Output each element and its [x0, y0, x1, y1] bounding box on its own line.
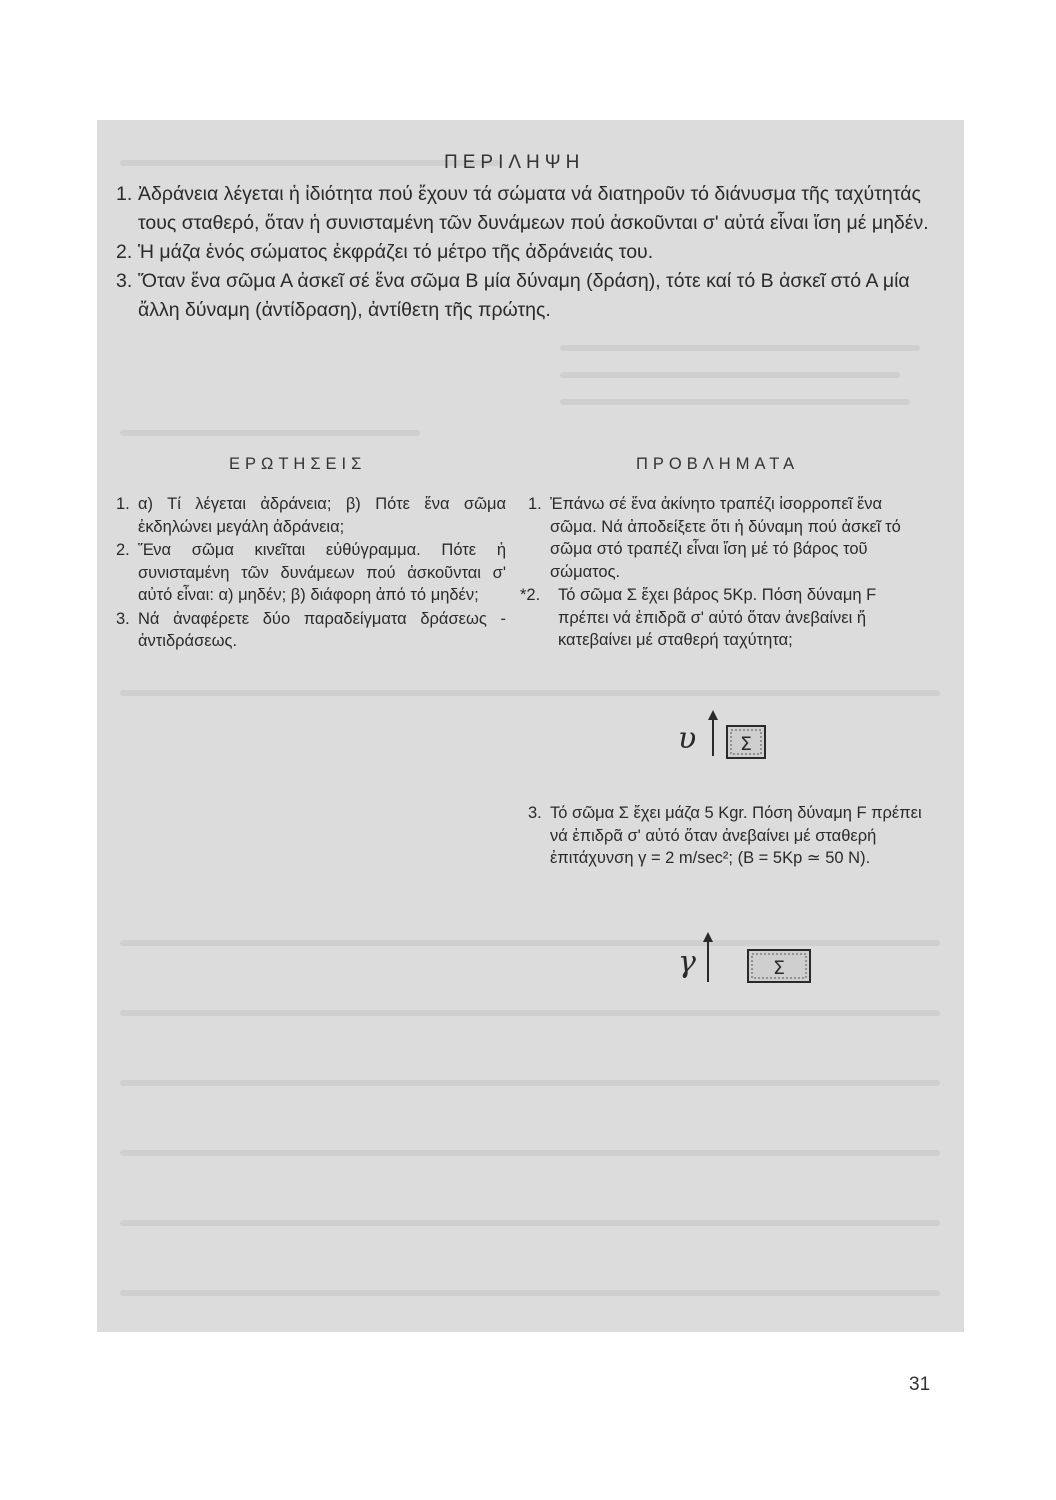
item-text: Τό σῶμα Σ ἔχει βάρος 5Kp. Πόση δύναμη F πρέπει νά ἐπιδρᾶ σ' αὐτό ὅταν ἀνεβαίνει ἤ κατεβαίνει μέ σταθερή ταχύτητα; [558, 586, 877, 649]
body-sigma-box [748, 950, 810, 982]
item-text: Τό σῶμα Σ ἔχει μάζα 5 Kgr. Πόση δύναμη F πρέπει νά ἐπιδρᾶ σ' αὐτό ὅταν ἀνεβαίνει μέ σταθερή ἐπιτάχυνση γ = 2 m/sec²; (Β = 5Kp ≃ 50 N). [550, 804, 922, 867]
problems-list-bottom [528, 802, 928, 871]
item-text: Ὅταν ἕνα σῶμα Α ἀσκεῖ σέ ἕνα σῶμα Β μία δύναμη (δράση), τότε καί τό Β ἀσκεῖ στό Α μία ἄλλη δύναμη (ἀντίδραση), ἀντίθετη τῆς πρώτης. [138, 270, 910, 321]
questions-list [116, 493, 506, 654]
summary-item [116, 238, 936, 267]
velocity-figure [672, 708, 802, 770]
acceleration-symbol: γ [678, 945, 696, 980]
item-number: 3. [528, 804, 542, 822]
velocity-symbol: υ [678, 721, 697, 756]
show-through-line [120, 690, 940, 696]
up-arrow-icon [703, 932, 713, 982]
question-item [116, 493, 506, 538]
show-through-line [120, 1290, 940, 1296]
problem-item [528, 493, 928, 583]
problems-list-top [520, 493, 928, 653]
item-text: Ἐπάνω σέ ἕνα ἀκίνητο τραπέζι ἰσορροπεῖ ἕνα σῶμα. Νά ἀποδείξετε ὅτι ἡ δύναμη πού ἀσκεῖ τό σῶμα στό τραπέζι εἶναι ἴση μέ τό βάρος τοῦ σώματος. [550, 495, 901, 581]
item-number: *2. [520, 586, 541, 604]
page-number: 31 [909, 1374, 931, 1395]
item-number: 2. [116, 241, 133, 263]
show-through-line [120, 1010, 940, 1016]
item-text: Ἡ μάζα ἑνός σώματος ἐκφράζει τό μέτρο τῆς ἀδράνειάς του. [138, 241, 654, 263]
item-number: 1. [116, 495, 130, 513]
item-number: 1. [528, 495, 542, 513]
question-item [116, 539, 506, 607]
show-through-line [560, 372, 900, 378]
item-number: 3. [116, 270, 133, 292]
show-through-line [120, 430, 420, 436]
show-through-line [560, 345, 920, 351]
body-sigma-box [727, 726, 765, 758]
acceleration-figure [672, 928, 822, 992]
show-through-line [120, 160, 500, 166]
item-text: Νά ἀναφέρετε δύο παραδείγματα δράσεως - ἀντιδράσεως. [138, 609, 506, 650]
show-through-line [120, 1150, 940, 1156]
item-number: 1. [116, 183, 133, 205]
summary-item [116, 180, 936, 238]
show-through-line [120, 1080, 940, 1086]
problems-heading: ΠΡΟΒΛΗΜΑΤΑ [636, 455, 800, 473]
problem-item [528, 802, 928, 870]
questions-heading: ΕΡΩΤΗΣΕΙΣ [229, 455, 367, 473]
body-label: Σ [772, 957, 786, 979]
item-number: 3. [116, 609, 130, 628]
show-through-line [560, 399, 910, 405]
item-number: 2. [116, 541, 130, 559]
item-text: Ἕνα σῶμα κινεῖται εὐθύγραμμα. Πότε ἡ συνισταμένη τῶν δυνάμεων πού ἀσκοῦνται σ' αὐτό εἶναι: α) μηδέν; β) διάφορη ἀπό τό μηδέν; [138, 541, 506, 604]
item-text: Ἀδράνεια λέγεται ἡ ἰδιότητα πού ἔχουν τά σώματα νά διατηροῦν τό διάνυσμα τῆς ταχύτητάς τους σταθερό, ὅταν ἡ συνισταμένη τῶν δυνάμεων πού ἀσκοῦνται σ' αὐτά εἶναι ἴση μέ μηδέν. [138, 183, 929, 234]
show-through-line [120, 1220, 940, 1226]
item-text: α) Τί λέγεται ἀδράνεια; β) Πότε ἕνα σῶμα ἐκδηλώνει μεγάλη ἀδράνεια; [138, 495, 506, 536]
summary-heading: ΠΕΡΙΛΗΨΗ [444, 152, 585, 173]
problem-item [520, 584, 928, 652]
up-arrow-icon [708, 710, 718, 756]
summary-item [116, 267, 936, 325]
summary-list [116, 180, 936, 325]
body-label: Σ [739, 733, 753, 755]
question-item [116, 608, 506, 653]
